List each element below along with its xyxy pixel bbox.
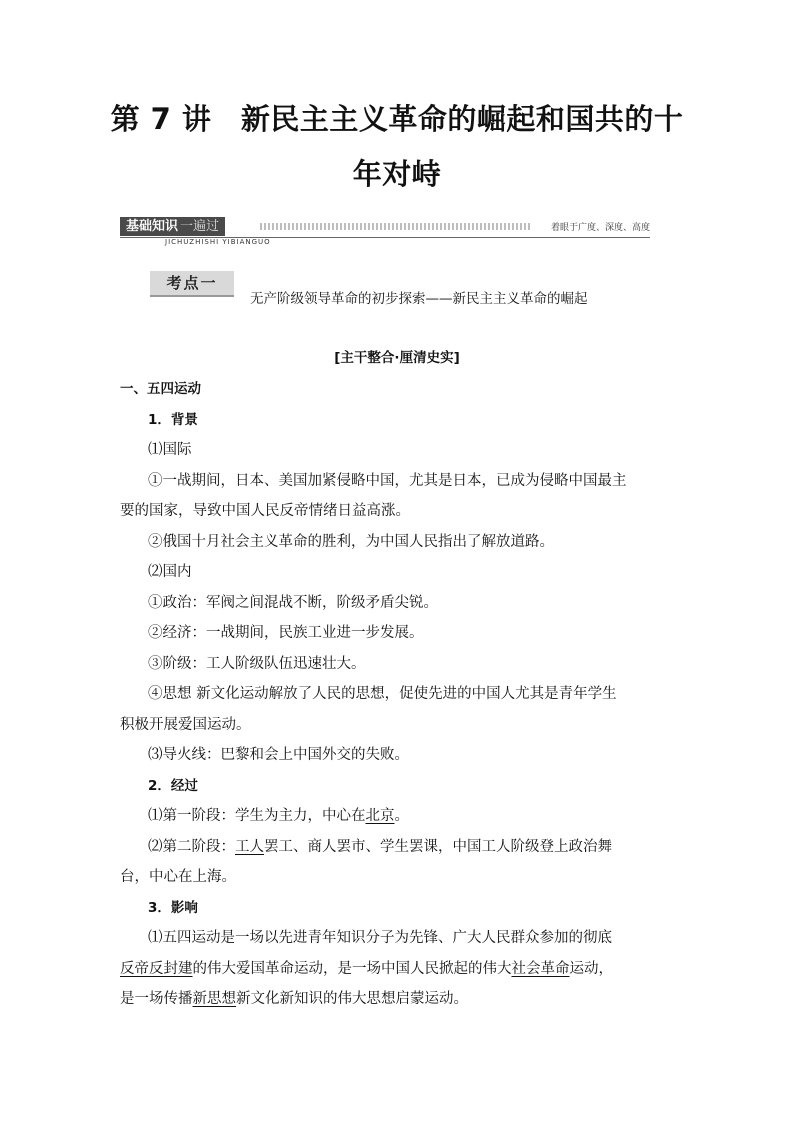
text-span: 是一场传播 (120, 991, 193, 1007)
title-line-2: 年对峙 (352, 157, 442, 191)
heading-may-fourth: 一、五四运动 (120, 381, 201, 397)
text-span: 罢工、商人罢市、学生罢课，中国工人阶级登上政治舞 (264, 838, 612, 855)
paragraph-line: ②俄国十月社会主义革命的胜利，为中国人民指出了解放道路。 (148, 533, 554, 550)
exam-point (150, 271, 660, 311)
underlined-term: 工人 (235, 838, 264, 855)
sub-domestic: ⑵国内 (148, 564, 192, 580)
paragraph-line: ②经济：一战期间，民族工业进一步发展。 (148, 625, 424, 641)
content-body (120, 374, 676, 1015)
page-title (100, 92, 694, 202)
paragraph-line: 要的国家，导致中国人民反帝情绪日益高涨。 (120, 503, 410, 519)
paragraph-line (120, 954, 676, 985)
section-heading: [主干整合·厘清史实] (334, 350, 460, 366)
paragraph-line (120, 984, 676, 1015)
section-banner (120, 217, 650, 245)
text-span: 的伟大爱国革命运动，是一场中国人民掀起的伟大 (192, 960, 512, 977)
exam-point-title: 无产阶级领导革命的初步探索——新民主主义革命的崛起 (250, 291, 588, 307)
text-span: 新文化新知识的伟大思想启蒙运动。 (236, 991, 468, 1007)
paragraph-line: ①一战期间，日本、美国加紧侵略中国，尤其是日本，已成为侵略中国最主 (148, 472, 627, 489)
underlined-term: 反帝反封建 (120, 960, 193, 977)
paragraph-line (120, 832, 676, 863)
underlined-term: 北京 (365, 808, 395, 824)
banner-note: 着眼于广度、深度、高度 (550, 223, 650, 233)
paragraph-line: 积极开展爱国运动。 (120, 716, 251, 733)
paragraph-line: ③阶级：工人阶级队伍迅速壮大。 (148, 655, 366, 672)
paragraph-line: ⑶导火线：巴黎和会上中国外交的失败。 (148, 747, 409, 763)
sub-international: ⑴国际 (148, 442, 192, 458)
paragraph-line: ⑴五四运动是一场以先进青年知识分子为先锋、广大人民群众参加的彻底 (148, 930, 612, 946)
exam-point-label: 考点一 (150, 271, 234, 295)
paragraph-line: ①政治：军阀之间混战不断，阶级矛盾尖锐。 (148, 594, 438, 611)
banner-pinyin: JICHUZHISHI YIBIANGUO (162, 238, 274, 246)
banner-badge-light: 一遍过 (180, 219, 220, 234)
text-span: 。 (394, 808, 409, 824)
paragraph-line: ④思想 新文化运动解放了人民的思想，促使先进的中国人尤其是青年学生 (148, 686, 617, 702)
paragraph-line (120, 801, 676, 832)
banner-badge (120, 217, 225, 236)
text-span: 运动， (569, 960, 613, 977)
heading-background: 1．背景 (148, 411, 198, 428)
heading-process: 2．经过 (148, 777, 198, 794)
text-span: ⑴第一阶段：学生为主力，中心在 (148, 808, 366, 824)
heading-influence: 3．影响 (148, 899, 198, 916)
banner-stripe (260, 223, 530, 230)
title-line-1: 第 7 讲 新民主主义革命的崛起和国共的十 (110, 102, 684, 136)
banner-badge-main: 基础知识 (126, 219, 179, 234)
text-span: ⑵第二阶段： (148, 838, 235, 855)
underlined-term: 社会革命 (511, 960, 570, 977)
paragraph-line: 台，中心在上海。 (120, 869, 236, 885)
underlined-term: 新思想 (192, 991, 236, 1007)
exam-point-underline (150, 295, 234, 297)
